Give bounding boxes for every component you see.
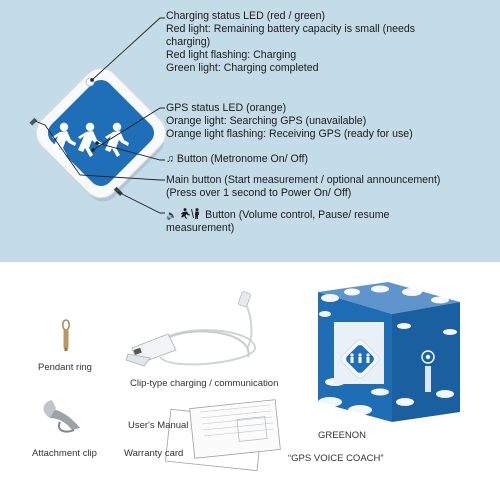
main-button-title: Main button (Start measurement / optional announcement) [166,174,441,186]
attachment-clip-image [43,400,80,432]
charging-led-line: Red light: Remaining battery capacity is small (needs [166,23,416,35]
manual-and-warranty-image [166,400,281,471]
charging-led-line: charging) [166,36,211,48]
pendant-ring-caption: Pendant ring [38,362,92,373]
charging-led-title: Charging status LED (red / green) [166,10,325,22]
speaker-icon: 🔈 [166,210,178,220]
warranty-card-caption: Warranty card [124,448,184,459]
music-note-icon: ♫ [166,153,174,165]
run-stand-icon [180,208,202,219]
clip-charger-image [126,291,255,366]
product-name-caption: “GPS VOICE COACH” [288,453,384,464]
gps-led-annotation [166,102,413,141]
charging-led-annotation [166,10,415,75]
users-manual-caption: User's Manual [128,420,189,431]
metronome-button-label: Button (Metronome On/ Off) [176,153,309,165]
charging-led-line: Green light: Charging completed [166,62,319,74]
gps-led-line: Orange light: Searching GPS (unavailable) [166,115,367,127]
gps-led-line: Orange light flashing: Receiving GPS (ready for use) [166,128,413,140]
volume-button-line: measurement) [166,222,235,234]
brand-caption: GREENON [318,430,367,441]
product-box-image [318,282,460,422]
pendant-ring-image [63,320,69,351]
volume-button-label: Button (Volume control, Pause/ resume [205,209,390,221]
main-button-annotation [166,174,440,200]
main-button-line: (Press over 1 second to Power On/ Off) [166,187,352,199]
clip-charger-caption: Clip-type charging / communication [130,378,279,389]
charging-led-line: Red light flashing: Charging [166,49,297,61]
attachment-clip-caption: Attachment clip [32,448,97,459]
volume-button-annotation [166,208,389,235]
gps-led-title: GPS status LED (orange) [166,102,287,114]
metronome-button-annotation [166,153,308,166]
